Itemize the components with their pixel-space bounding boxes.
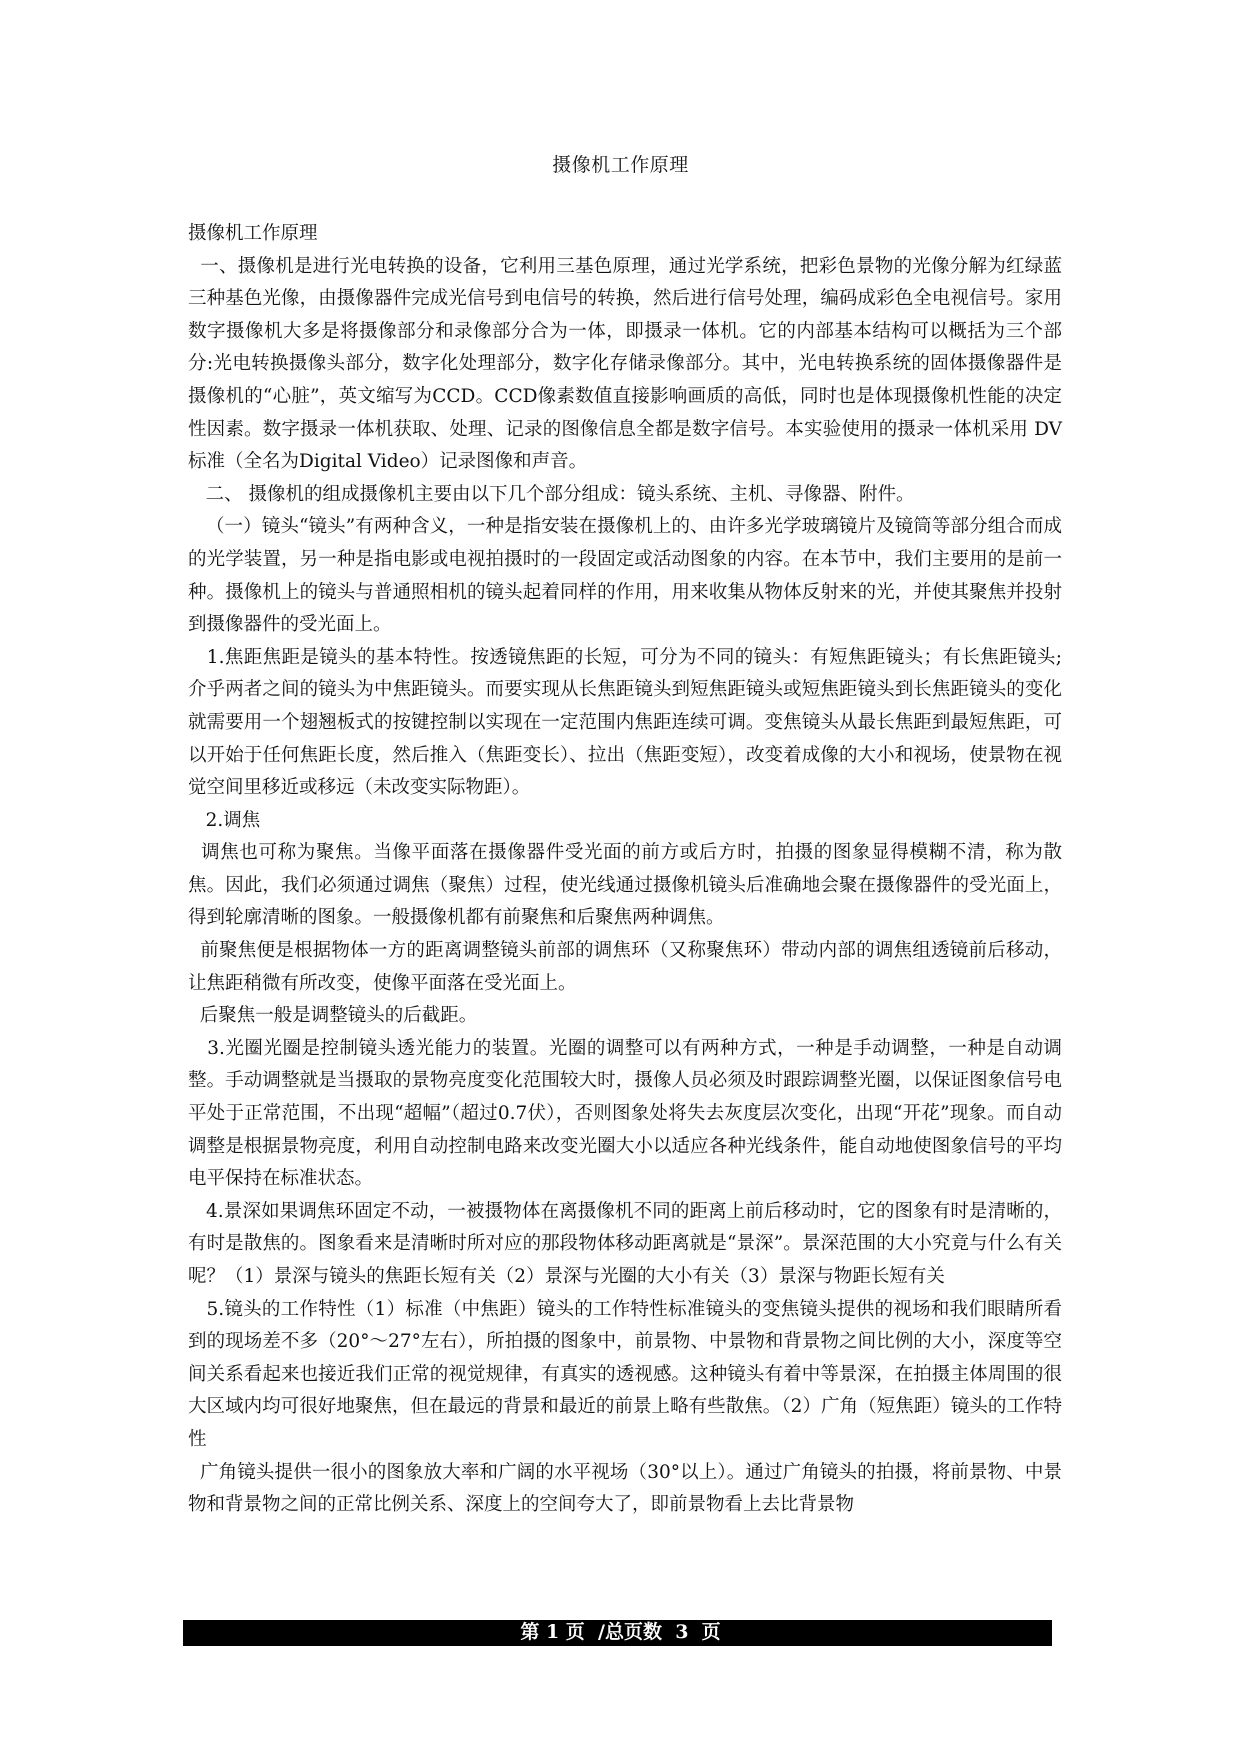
paragraph-front-focus: 前聚焦便是根据物体一方的距离调整镜头前部的调焦环（又称聚焦环）带动内部的调焦组透镜前后移动，让焦距稍微有所改变，使像平面落在受光面上。 (188, 940, 1062, 994)
paragraph-aperture: 3.光圈光圈是控制镜头透光能力的装置。光圈的调整可以有两种方式，一种是手动调整，一种是自动调整。手动调整就是当摄取的景物亮度变化范围较大时，摄像人员必须及时跟踪调整光圈，以保证图象信号电平处于正常范围，不出现“超幅”（超过0.7伏），否则图象处将失去灰度层次变化，出现“开花”现象。而自动调整是根据景物亮度，利用自动控制电路来改变光圈大小以适应各种光线条件，能自动地使图象信号的平均电平保持在标准状态。 (188, 1037, 1062, 1190)
paragraph-section-two: 二、 摄像机的组成摄像机主要由以下几个部分组成：镜头系统、主机、寻像器、附件。 (188, 483, 915, 505)
paragraph-depth-of-field: 4.景深如果调焦环固定不动，一被摄物体在离摄像机不同的距离上前后移动时，它的图象有时是清晰的，有时是散焦的。图象看来是清晰时所对应的那段物体移动距离就是“景深”。景深范围的大小究竟与什么有关呢？（1）景深与镜头的焦距长短有关（2）景深与光圈的大小有关（3）景深与物距长短有关 (188, 1200, 1062, 1287)
paragraph-wide-angle: 广角镜头提供一很小的图象放大率和广阔的水平视场（30°以上）。通过广角镜头的拍摄，将前景物、中景物和背景物之间的正常比例关系、深度上的空间夸大了，即前景物看上去比背景物 (188, 1461, 1063, 1516)
paragraph-lens: （一）镜头“镜头”有两种含义，一种是指安装在摄像机上的、由许多光学玻璃镜片及镜筒等部分组合而成的光学装置，另一种是指电影或电视拍摄时的一段固定或活动图象的内容。在本节中，我们主要用的是前一种。摄像机上的镜头与普通照相机的镜头起着同样的作用，用来收集从物体反射来的光，并使其聚焦并投射到摄像器件的受光面上。 (188, 516, 1062, 636)
paragraph-focus-heading: 2.调焦 (188, 809, 261, 831)
paragraph-lens-characteristics: 5.镜头的工作特性（1）标准（中焦距）镜头的工作特性标准镜头的变焦镜头提供的视场和我们眼睛所看到的现场差不多（20°～27°左右），所拍摄的图象中，前景物、中景物和背景物之间比例的大小，深度等空间关系看起来也接近我们正常的视觉规律，有真实的透视感。这种镜头有着中等景深，在拍摄主体周围的很大区域内均可很好地聚焦，但在最远的背景和最近的前景上略有些散焦。（2）广角（短焦距）镜头的工作特性 (188, 1298, 1062, 1450)
page-number-label: 第 1 页 /总页数 3 页 (520, 1621, 721, 1643)
document-body (188, 218, 1068, 1522)
page-title: 摄像机工作原理 (552, 154, 689, 176)
paragraph-back-focus: 后聚焦一般是调整镜头的后截距。 (188, 1005, 478, 1027)
paragraph-focus: 调焦也可称为聚焦。当像平面落在摄像器件受光面的前方或后方时，拍摄的图象显得模糊不清，称为散焦。因此，我们必须通过调焦（聚焦）过程，使光线通过摄像机镜头后准确地会聚在摄像器件的受光面上，得到轮廓清晰的图象。一般摄像机都有前聚焦和后聚焦两种调焦。 (188, 842, 1062, 929)
paragraph-heading: 摄像机工作原理 (188, 223, 318, 244)
paragraph-focal-length: 1.焦距焦距是镜头的基本特性。按透镜焦距的长短，可分为不同的镜头：有短焦距镜头；有长焦距镜头;介乎两者之间的镜头为中焦距镜头。而要实现从长焦距镜头到短焦距镜头或短焦距镜头到长焦距镜头的变化就需要用一个翅翘板式的按键控制以实现在一定范围内焦距连续可调。变焦镜头从最长焦距到最短焦距，可以开始于任何焦距长度，然后推入（焦距变长）、拉出（焦距变短），改变着成像的大小和视场，使景物在视觉空间里移近或移远（未改变实际物距）。 (188, 646, 1062, 799)
paragraph-section-one: 一、摄像机是进行光电转换的设备，它利用三基色原理，通过光学系统，把彩色景物的光像分解为红绿蓝三种基色光像，由摄像器件完成光信号到电信号的转换，然后进行信号处理，编码成彩色全电视信号。家用数字摄像机大多是将摄像部分和录像部分合为一体，即摄录一体机。它的内部基本结构可以概括为三个部分:光电转换摄像头部分，数字化处理部分，数字化存储录像部分。其中，光电转换系统的固体摄像器件是摄像机的“心脏”，英文缩写为CCD。CCD像素数值直接影响画质的高低，同时也是体现摄像机性能的决定性因素。数字摄录一体机获取、处理、记录的图像信息全都是数字信号。本实验使用的摄录一体机采用 DV 标准（全名为Digital Video）记录图像和声音。 (188, 255, 1068, 473)
